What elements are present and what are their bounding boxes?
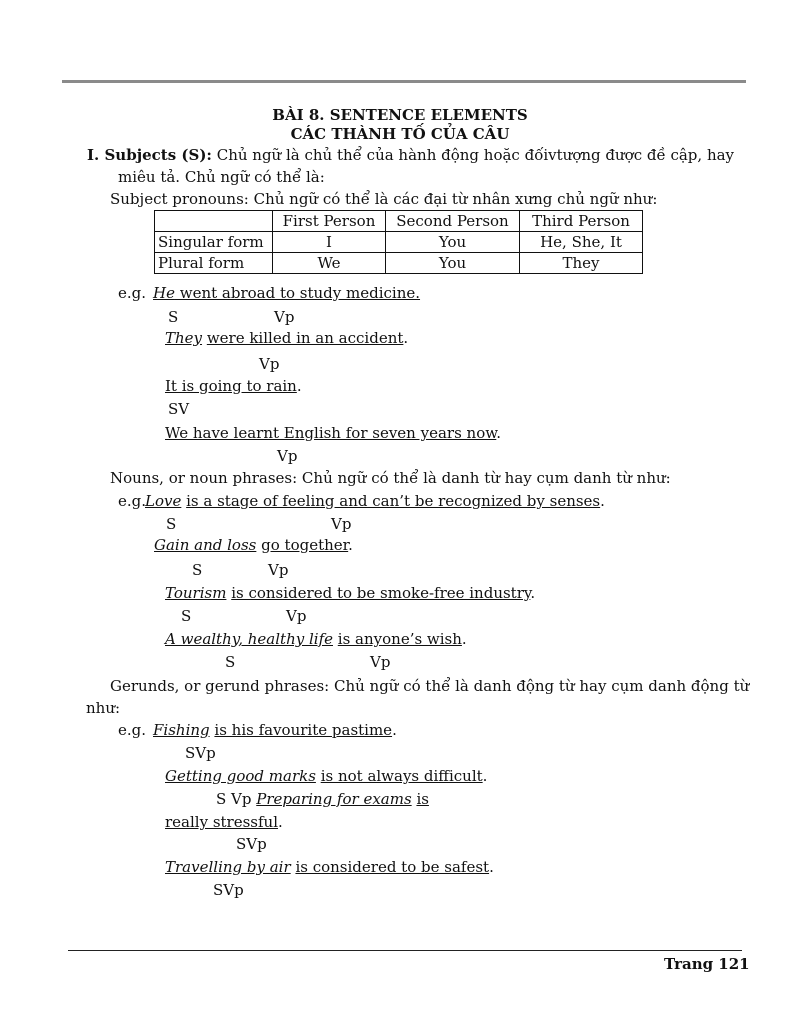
top-rule bbox=[62, 80, 746, 83]
subject-predicate-label: SVp bbox=[236, 835, 267, 853]
example-subject: They bbox=[165, 329, 203, 347]
predicate-label: Vp bbox=[259, 355, 280, 373]
example-marker: e.g. bbox=[118, 492, 147, 510]
section-text: Chủ ngữ là chủ thể của hành động hoặc đốivtượng được đề cập, hay bbox=[211, 146, 735, 164]
subject-label: S bbox=[225, 653, 236, 671]
subject-label: S bbox=[166, 515, 177, 533]
example-sentence bbox=[216, 790, 429, 808]
table-header-cell: First Person bbox=[273, 211, 386, 232]
punctuation: . bbox=[530, 584, 536, 602]
table-cell: We bbox=[273, 253, 386, 274]
punctuation: . bbox=[392, 721, 397, 739]
subject-label: S bbox=[192, 561, 203, 579]
example-sentence bbox=[165, 424, 501, 442]
subject-verb-label: SV bbox=[168, 400, 190, 418]
table-cell: They bbox=[520, 253, 643, 274]
example-predicate: is bbox=[416, 790, 429, 808]
predicate-label: Vp bbox=[274, 308, 295, 326]
example-sentence bbox=[165, 329, 408, 347]
subject-predicate-label: SVp bbox=[213, 881, 244, 899]
punctuation: . bbox=[278, 813, 283, 831]
example-subject: He bbox=[153, 284, 175, 302]
example-subject: Gain and loss bbox=[154, 536, 257, 554]
lesson-title: BÀI 8. SENTENCE ELEMENTS bbox=[272, 106, 528, 124]
example-predicate: is a stage of feeling and can’t be recognized by senses bbox=[186, 492, 601, 510]
table-header-row bbox=[155, 211, 643, 232]
example-predicate: is considered to be smoke-free industry bbox=[231, 584, 531, 602]
table-header-cell bbox=[155, 211, 273, 232]
subject-predicate-label: SVp bbox=[185, 744, 216, 762]
gerunds-intro: Gerunds, or gerund phrases: Chủ ngữ có thể là danh động từ hay cụm danh động từ bbox=[110, 677, 750, 695]
gerunds-intro-continued: như: bbox=[86, 699, 121, 717]
predicate-label: Vp bbox=[331, 515, 352, 533]
example-text: We have learnt English for seven years now bbox=[165, 424, 497, 442]
table-cell: I bbox=[273, 232, 386, 253]
example-subject: A wealthy, healthy life bbox=[165, 630, 333, 648]
example-text: It is going to rain bbox=[165, 377, 297, 395]
example-subject: Love bbox=[145, 492, 182, 510]
example-predicate: really stressful bbox=[165, 813, 279, 831]
predicate-label: Vp bbox=[268, 561, 289, 579]
table-cell: Plural form bbox=[155, 253, 273, 274]
table-row bbox=[155, 232, 643, 253]
example-predicate: is not always difficult bbox=[320, 767, 483, 785]
pronouns-intro: Subject pronouns: Chủ ngữ có thể là các đại từ nhân xưng chủ ngữ như: bbox=[110, 190, 658, 208]
example-sentence bbox=[165, 630, 467, 648]
example-sentence bbox=[165, 858, 494, 876]
example-predicate: is anyone’s wish bbox=[337, 630, 462, 648]
example-sentence bbox=[165, 767, 487, 785]
section-subjects-intro bbox=[87, 146, 734, 164]
subject-label: S bbox=[168, 308, 179, 326]
example-predicate: go together bbox=[261, 536, 349, 554]
bottom-rule bbox=[68, 950, 742, 951]
example-marker: e.g. bbox=[118, 284, 147, 302]
table-cell: He, She, It bbox=[520, 232, 643, 253]
punctuation: . bbox=[296, 377, 302, 395]
example-subject: Fishing bbox=[153, 721, 210, 739]
predicate-label: Vp bbox=[370, 653, 391, 671]
example-sentence bbox=[165, 377, 302, 395]
punctuation: . bbox=[461, 630, 467, 648]
subject-label: S bbox=[181, 607, 192, 625]
nouns-intro: Nouns, or noun phrases: Chủ ngữ có thể là danh từ hay cụm danh từ như: bbox=[110, 469, 671, 487]
predicate-label: Vp bbox=[277, 447, 298, 465]
example-subject: Tourism bbox=[165, 584, 227, 602]
example-sentence bbox=[153, 721, 397, 739]
table-cell: You bbox=[386, 232, 520, 253]
subject-predicate-label: S Vp bbox=[216, 790, 257, 808]
section-heading: I. Subjects (S): bbox=[87, 146, 212, 164]
example-sentence bbox=[153, 284, 420, 302]
example-marker: e.g. bbox=[118, 721, 147, 739]
example-predicate: went abroad to study medicine. bbox=[174, 284, 421, 302]
table-header-cell: Third Person bbox=[520, 211, 643, 232]
example-sentence bbox=[145, 492, 605, 510]
punctuation: . bbox=[482, 767, 488, 785]
predicate-label: Vp bbox=[286, 607, 307, 625]
table-row bbox=[155, 253, 643, 274]
punctuation: . bbox=[403, 329, 409, 347]
example-predicate: is his favourite pastime bbox=[214, 721, 393, 739]
example-sentence bbox=[154, 536, 353, 554]
page-number: Trang 121 bbox=[664, 955, 750, 973]
subject-pronoun-table bbox=[154, 210, 643, 274]
example-predicate: were killed in an accident bbox=[206, 329, 404, 347]
example-sentence-continued bbox=[165, 813, 283, 831]
section-text-continued: miêu tả. Chủ ngữ có thể là: bbox=[118, 168, 325, 186]
punctuation: . bbox=[348, 536, 353, 554]
example-subject: Travelling by air bbox=[165, 858, 291, 876]
lesson-subtitle: CÁC THÀNH TỐ CỦA CÂU bbox=[290, 125, 510, 143]
example-sentence bbox=[165, 584, 535, 602]
example-subject: Preparing for exams bbox=[256, 790, 412, 808]
table-cell: Singular form bbox=[155, 232, 273, 253]
punctuation: . bbox=[496, 424, 502, 442]
example-predicate: is considered to be safest bbox=[295, 858, 490, 876]
example-subject: Getting good marks bbox=[165, 767, 316, 785]
punctuation: . bbox=[489, 858, 494, 876]
punctuation: . bbox=[600, 492, 605, 510]
table-header-cell: Second Person bbox=[386, 211, 520, 232]
table-cell: You bbox=[386, 253, 520, 274]
